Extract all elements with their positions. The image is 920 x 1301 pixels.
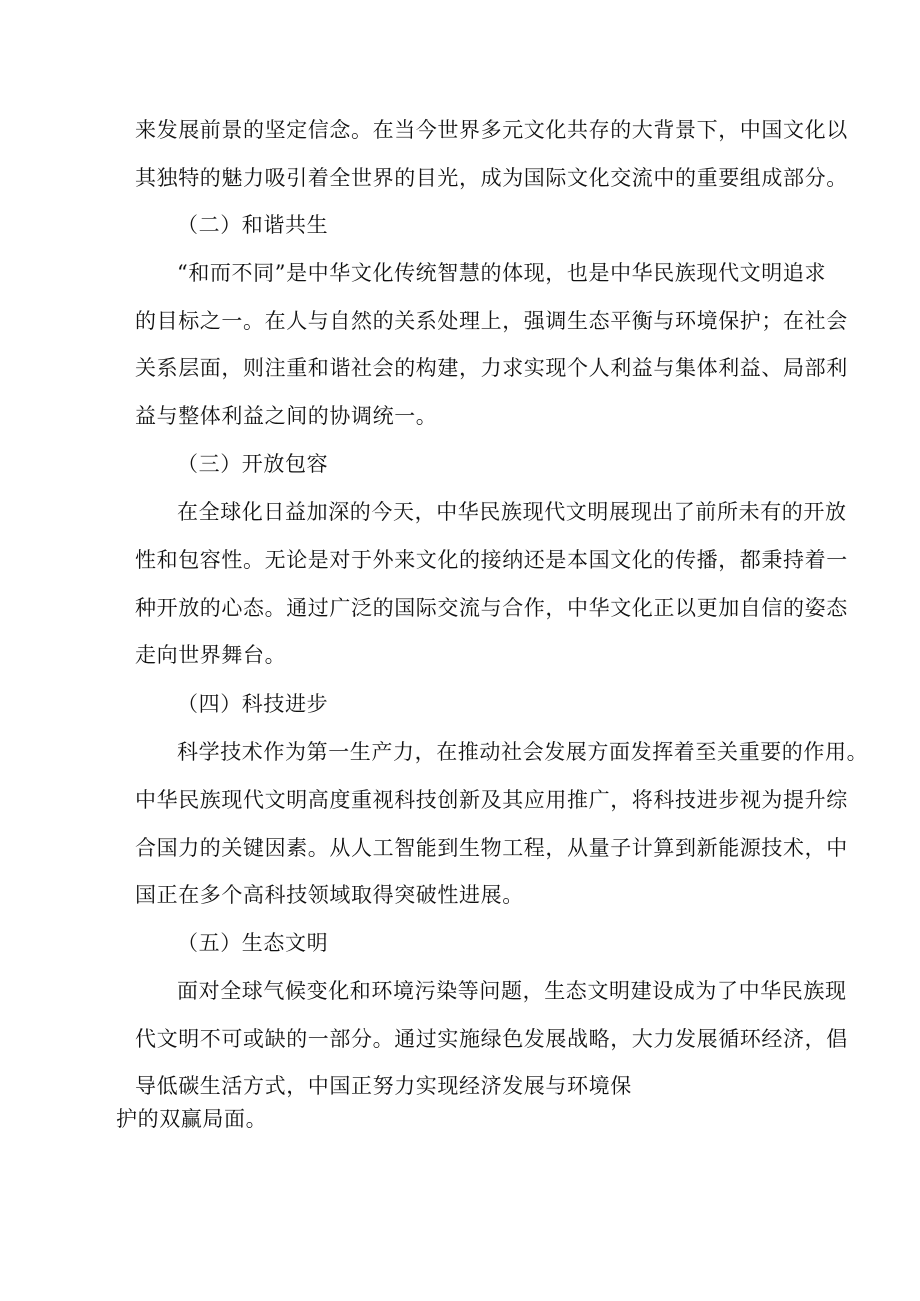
section-heading: （四）科技进步	[177, 692, 329, 716]
section-heading: （二）和谐共生	[177, 213, 329, 237]
paragraph-line: 护的双赢局面。	[116, 1107, 268, 1131]
paragraph-line: 面对全球气候变化和环境污染等问题，生态文明建设成为了中华民族现	[177, 979, 847, 1003]
paragraph-line: 科学技术作为第一生产力，在推动社会发展方面发挥着至关重要的作用。	[177, 740, 869, 764]
paragraph-line: 走向世界舞台。	[135, 643, 287, 667]
paragraph-line: 导低碳生活方式，中国正努力实现经济发展与环境保	[135, 1074, 632, 1098]
paragraph-line: “和而不同”是中华文化传统智慧的体现，也是中华民族现代文明追求	[177, 261, 827, 285]
paragraph-line: 代文明不可或缺的一部分。通过实施绿色发展战略，大力发展循环经济，倡	[135, 1027, 848, 1051]
section-heading: （五）生态文明	[177, 931, 329, 955]
paragraph-line: 其独特的魅力吸引着全世界的目光，成为国际文化交流中的重要组成部分。	[135, 166, 848, 190]
paragraph-line: 性和包容性。无论是对于外来文化的接纳还是本国文化的传播，都秉持着一	[135, 548, 848, 572]
paragraph-line: 来发展前景的坚定信念。在当今世界多元文化共存的大背景下，中国文化以	[135, 118, 848, 142]
paragraph-line: 关系层面，则注重和谐社会的构建，力求实现个人利益与集体利益、局部利	[135, 356, 848, 380]
paragraph-line: 益与整体利益之间的协调统一。	[135, 404, 438, 428]
paragraph-line: 的目标之一。在人与自然的关系处理上，强调生态平衡与环境保护；在社会	[135, 309, 848, 333]
paragraph-line: 合国力的关键因素。从人工智能到生物工程，从量子计算到新能源技术，中	[135, 836, 848, 860]
section-heading: （三）开放包容	[177, 452, 329, 476]
paragraph-line: 种开放的心态。通过广泛的国际交流与合作，中华文化正以更加自信的姿态	[135, 596, 848, 620]
paragraph-line: 中华民族现代文明高度重视科技创新及其应用推广，将科技进步视为提升综	[135, 788, 848, 812]
paragraph-line: 在全球化日益加深的今天，中华民族现代文明展现出了前所未有的开放	[177, 500, 847, 524]
paragraph-line: 国正在多个高科技领域取得突破性进展。	[135, 883, 524, 907]
